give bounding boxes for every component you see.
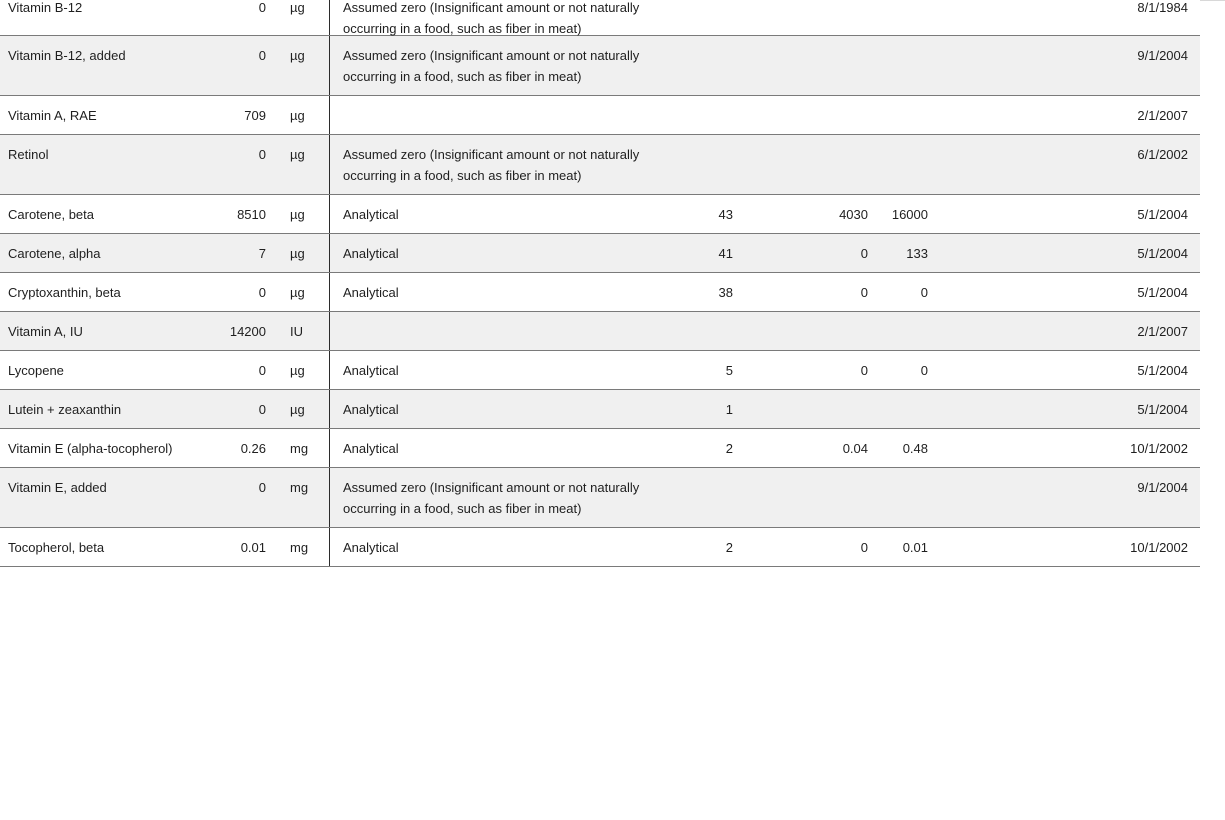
column-divider — [329, 312, 330, 350]
derivation-text: Assumed zero (Insignificant amount or not naturally occurring in a food, such as fiber in meat) — [343, 48, 640, 84]
column-divider — [329, 195, 330, 233]
table-row — [0, 351, 1200, 390]
date-value: 2/1/2007 — [1137, 108, 1188, 123]
unit-label: µg — [290, 147, 305, 162]
derivation-text: Assumed zero (Insignificant amount or not naturally occurring in a food, such as fiber in meat) — [343, 480, 640, 516]
date-value: 5/1/2004 — [1137, 285, 1188, 300]
unit-label: mg — [290, 480, 309, 495]
data-points: 43 — [718, 207, 733, 222]
column-divider — [329, 0, 330, 35]
data-points: 1 — [725, 402, 733, 417]
max-value: 0.01 — [902, 540, 928, 555]
date-value: 2/1/2007 — [1137, 324, 1188, 339]
max-value: 0 — [920, 363, 928, 378]
unit-label: IU — [290, 324, 303, 339]
unit-label: µg — [290, 48, 305, 63]
max-value: 133 — [906, 246, 928, 261]
table-row — [0, 468, 1200, 528]
nutrient-name: Vitamin A, RAE — [8, 108, 97, 123]
unit-label: µg — [290, 0, 305, 15]
column-divider — [329, 351, 330, 389]
table-row — [0, 273, 1200, 312]
derivation-text: Assumed zero (Insignificant amount or not naturally occurring in a food, such as fiber in meat) — [343, 147, 640, 183]
column-divider — [329, 468, 330, 527]
date-value: 10/1/2002 — [1130, 441, 1188, 456]
unit-label: mg — [290, 441, 309, 456]
max-value: 0 — [920, 285, 928, 300]
date-value: 5/1/2004 — [1137, 246, 1188, 261]
table-row — [0, 528, 1200, 567]
nutrient-name: Carotene, alpha — [8, 246, 101, 261]
derivation-text: Analytical — [343, 402, 399, 417]
nutrient-name: Retinol — [8, 147, 49, 162]
min-value: 4030 — [839, 207, 868, 222]
data-points: 38 — [718, 285, 733, 300]
amount-value: 709 — [244, 108, 266, 123]
min-value: 0 — [860, 540, 868, 555]
unit-label: µg — [290, 285, 305, 300]
date-value: 10/1/2002 — [1130, 540, 1188, 555]
column-divider — [329, 135, 330, 194]
nutrient-name: Vitamin E, added — [8, 480, 107, 495]
min-value: 0.04 — [842, 441, 868, 456]
column-divider — [329, 273, 330, 311]
amount-value: 8510 — [237, 207, 266, 222]
nutrient-name: Cryptoxanthin, beta — [8, 285, 121, 300]
unit-label: mg — [290, 540, 309, 555]
data-points: 5 — [725, 363, 733, 378]
data-points: 2 — [725, 540, 733, 555]
min-value: 0 — [860, 363, 868, 378]
unit-label: µg — [290, 402, 305, 417]
amount-value: 0.01 — [240, 540, 266, 555]
amount-value: 0 — [258, 285, 266, 300]
table-row — [0, 96, 1200, 135]
data-points: 2 — [725, 441, 733, 456]
derivation-text: Analytical — [343, 285, 399, 300]
unit-label: µg — [290, 207, 305, 222]
date-value: 5/1/2004 — [1137, 402, 1188, 417]
date-value: 5/1/2004 — [1137, 207, 1188, 222]
table-row — [0, 234, 1200, 273]
date-value: 5/1/2004 — [1137, 363, 1188, 378]
table-row — [0, 312, 1200, 351]
unit-label: µg — [290, 363, 305, 378]
table-row — [0, 36, 1200, 96]
derivation-text: Analytical — [343, 441, 399, 456]
amount-value: 0 — [258, 147, 266, 162]
date-value: 9/1/2004 — [1137, 48, 1188, 63]
min-value: 0 — [860, 246, 868, 261]
max-value: 16000 — [891, 207, 928, 222]
unit-label: µg — [290, 108, 305, 123]
column-divider — [329, 96, 330, 134]
nutrient-name: Vitamin B-12, added — [8, 48, 126, 63]
min-value: 0 — [860, 285, 868, 300]
column-divider — [329, 429, 330, 467]
amount-value: 7 — [258, 246, 266, 261]
data-points: 41 — [718, 246, 733, 261]
amount-value: 0 — [258, 402, 266, 417]
unit-label: µg — [290, 246, 305, 261]
derivation-text: Analytical — [343, 363, 399, 378]
date-value: 9/1/2004 — [1137, 480, 1188, 495]
column-divider — [329, 390, 330, 428]
derivation-text: Assumed zero (Insignificant amount or not naturally occurring in a food, such as fiber in meat) — [343, 0, 640, 36]
nutrient-name: Vitamin A, IU — [8, 324, 83, 339]
table-row — [0, 195, 1200, 234]
amount-value: 14200 — [229, 324, 266, 339]
column-divider — [329, 234, 330, 272]
amount-value: 0 — [258, 363, 266, 378]
nutrient-name: Carotene, beta — [8, 207, 95, 222]
date-value: 6/1/2002 — [1137, 147, 1188, 162]
amount-value: 0 — [258, 48, 266, 63]
amount-value: 0 — [258, 0, 266, 15]
nutrient-name: Vitamin E (alpha-tocopherol) — [8, 441, 173, 456]
nutrient-name: Lycopene — [8, 363, 64, 378]
amount-value: 0 — [258, 480, 266, 495]
table-row — [0, 135, 1200, 195]
date-value: 8/1/1984 — [1137, 0, 1188, 15]
nutrient-name: Vitamin B-12 — [8, 0, 83, 15]
max-value: 0.48 — [902, 441, 928, 456]
table-row — [0, 0, 1200, 36]
derivation-text: Analytical — [343, 540, 399, 555]
table-row — [0, 390, 1200, 429]
derivation-text: Analytical — [343, 207, 399, 222]
column-divider — [329, 36, 330, 95]
nutrient-name: Lutein + zeaxanthin — [8, 402, 122, 417]
nutrient-name: Tocopherol, beta — [8, 540, 105, 555]
table-row — [0, 429, 1200, 468]
derivation-text: Analytical — [343, 246, 399, 261]
amount-value: 0.26 — [240, 441, 266, 456]
column-divider — [329, 528, 330, 566]
